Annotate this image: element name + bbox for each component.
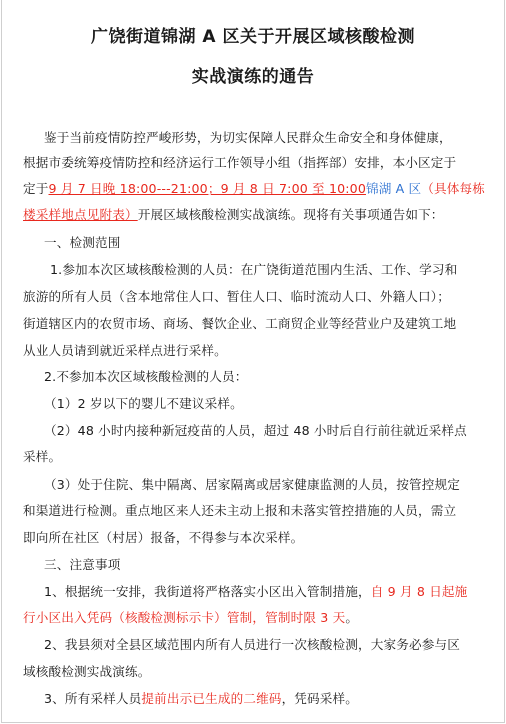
notice-item-3-end: ，凭码采样。: [281, 691, 359, 706]
notice-item-2-line-2: 域核酸检测实战演练。: [23, 664, 151, 679]
intro-line-2: 根据市委统筹疫情防控和经济运行工作领导小组（指挥部）安排，本小区定于: [23, 155, 457, 170]
notice-subtitle: 实战演练的通告: [191, 67, 315, 87]
section-1-p1-line-3: 街道辖区内的农贸市场、商场、餐饮企业、工商贸企业等经营业户及建筑工地: [23, 316, 457, 331]
intro-line-4: [23, 204, 444, 223]
notice-item-1-end: 。: [345, 610, 359, 625]
exercise-time: 9 月 7 日晚 18:00---21:00；9 月 8 日 7:00 至 10:00: [48, 181, 366, 196]
notice-item-3-text: 3、所有采样人员: [44, 691, 142, 706]
qr-code-requirement: 提前出示已生成的二维码: [141, 691, 282, 706]
exclusion-item-3-line-3: 即向所在社区（村居）报备，不得参与本次采样。: [23, 530, 304, 545]
notice-item-1-line-1: [44, 581, 467, 600]
exclusion-item-3-line-1: （3）处于住院、集中隔离、居家隔离或居家健康监测的人员，按管控规定: [44, 477, 460, 492]
exclusion-item-2-line-2: 采样。: [23, 449, 62, 464]
exclusion-item-1: （1）2 岁以下的婴儿不建议采样。: [44, 396, 243, 411]
exercise-place: 锦湖 A 区: [365, 181, 422, 196]
intro-line-3-prefix: 定于: [23, 181, 49, 196]
section-3-heading: 三、注意事项: [44, 557, 121, 572]
section-1-p1-line-4: 从业人员请到就近采样点进行采样。: [23, 343, 227, 358]
exclusion-item-2-line-1: （2）48 小时内接种新冠疫苗的人员，超过 48 小时后自行前往就近采样点: [44, 423, 467, 438]
notice-item-3: [44, 688, 358, 707]
intro-line-3: [23, 178, 485, 197]
exclusion-item-3-line-2: 和渠道进行检测。重点地区来人还未主动上报和未落实管控措施的人员，需立: [23, 503, 457, 518]
sampling-site-note-start: （具体每栋: [421, 181, 486, 196]
sampling-site-note-end: 楼采样地点见附表）: [23, 207, 138, 222]
intro-line-4-rest: 开展区域核酸检测实战演练。现将有关事项通告如下：: [137, 207, 444, 222]
section-1-heading: 一、检测范围: [44, 235, 121, 250]
control-start-date: 自 9 月 8 日起施: [370, 584, 468, 599]
access-control-measure: 行小区出入凭码（核酸检测标示卡）管制，管制时限 3 天: [23, 610, 346, 625]
notice-item-2-line-1: 2、我县须对全县区域范围内所有人员进行一次核酸检测，大家务必参与区: [44, 637, 460, 652]
notice-item-1-line-2: [23, 607, 358, 626]
section-1-p1-line-1: 1.参加本次区域核酸检测的人员：在广饶街道范围内生活、工作、学习和: [50, 262, 458, 277]
section-1-p2: 2.不参加本次区域核酸检测的人员：: [44, 369, 248, 384]
notice-title: 广饶街道锦湖 A 区关于开展区域核酸检测: [91, 27, 415, 47]
notice-item-1-text: 1、根据统一安排，我街道将严格落实小区出入管制措施，: [44, 584, 371, 599]
intro-line-1: 鉴于当前疫情防控严峻形势，为切实保障人民群众生命安全和身体健康，: [44, 130, 452, 145]
section-1-p1-line-2: 旅游的所有人员（含本地常住人口、暂住人口、临时流动人口、外籍人口）；: [23, 289, 450, 304]
